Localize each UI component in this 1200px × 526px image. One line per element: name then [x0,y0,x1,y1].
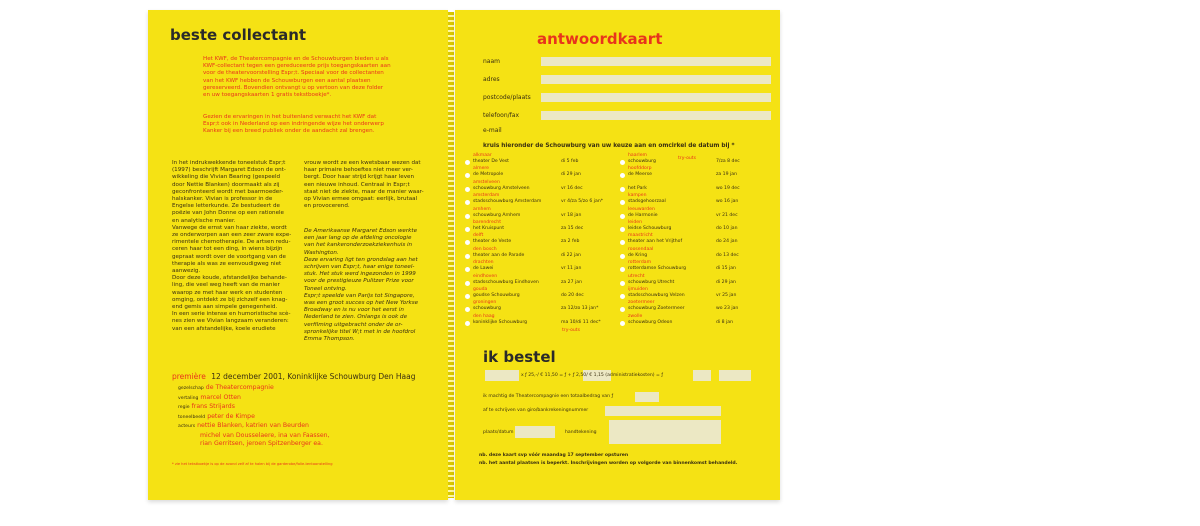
schedule-row [465,300,615,313]
schedule-venue: stadsschouwburg Eindhoven [473,279,539,285]
schedule-venue: schouwburg Odeon [628,319,673,325]
credit-row [178,384,438,394]
schedule-venue: het Park [628,185,647,191]
schedule-city: ijmuiden [628,287,648,292]
schedule-city: den haag [473,313,495,319]
venue-checkbox[interactable] [465,240,470,245]
venue-checkbox[interactable] [620,200,625,205]
schedule-date[interactable]: 7/za 8 dec [716,159,740,164]
venue-checkbox[interactable] [465,281,470,286]
venue-checkbox[interactable] [465,160,470,165]
venue-checkbox[interactable] [465,214,470,219]
field-row-address [483,74,773,86]
venue-checkbox[interactable] [620,227,625,232]
venue-checkbox[interactable] [620,240,625,245]
premiere-label: première [172,372,206,381]
schedule-city: zoetermeer [628,300,655,306]
signature-label: handtekening [565,430,597,435]
schedule-venue: de Harmonie [628,212,658,218]
credit-name: rian Gerritsen, jeroen Spitzenberger ea. [200,440,323,447]
schedule-venue: theater aan het Vrijthof [628,239,683,245]
credits-list [178,384,438,449]
field-label: telefoon/fax [483,112,520,119]
schedule-city: rotterdam [628,260,652,266]
venue-checkbox[interactable] [620,281,625,286]
credit-role: acteurs [178,424,196,429]
quantity-box[interactable] [485,370,519,381]
intro-paragraph-2: Gezien de ervaringen in het buitenland verwacht het KWF dat Espr;t ook in Nederland op een indringende wijze het onderwerp Kanker bij een breed publiek onder de aandacht zal brengen. [203,114,384,135]
schedule-venue: stadsschouwburg Amsterdam [473,199,542,205]
schedule-row [465,153,615,166]
venue-checkbox[interactable] [620,160,625,165]
schedule-row [620,247,770,260]
schedule-row [465,207,615,220]
schedule-date[interactable]: di 29 jan [716,279,736,285]
schedule-date[interactable]: wo 19 dec [716,185,740,191]
venue-checkbox[interactable] [620,187,625,192]
schedule-row [620,233,770,246]
venue-checkbox[interactable] [620,321,625,326]
credit-row [178,394,438,404]
schedule-city: leiden [628,220,643,225]
schedule-venue: schouwburg Zoetermeer [628,306,685,312]
schedule-date[interactable]: di 22 jan [561,252,581,258]
schedule-date[interactable]: wo 23 jan [716,306,739,312]
schedule-date[interactable]: wo 16 jan [716,199,739,205]
venue-checkbox[interactable] [465,254,470,259]
schedule-row [620,193,770,206]
credit-role: regie [178,405,190,410]
credit-name: de Theatercompagnie [205,384,274,391]
venue-checkbox[interactable] [620,254,625,259]
schedule-venue: stadsschouwburg Velzen [628,293,685,298]
schedule-row [620,260,770,273]
schedule-city: den bosch [473,246,497,252]
venue-checkbox[interactable] [465,267,470,272]
footnote: * zie het tekstboekje is op de avond zelf af te halen bij de garderobe/folie-tentoonstelling [172,462,333,466]
schedule-venue: schouwburg Amstelveen [473,185,530,191]
credit-row [178,440,438,449]
signature-box[interactable] [609,420,721,444]
field-label: adres [483,76,500,83]
schedule-date[interactable]: do 20 dec [561,293,584,298]
schedule-row [620,180,770,193]
schedule-date[interactable]: di 5 feb [561,159,579,164]
field-row-phone [483,110,773,122]
schedule-venue: de Lawei [473,266,494,272]
schedule-row [465,166,615,179]
venue-checkbox[interactable] [465,321,470,326]
schedule-row [465,233,615,246]
schedule-city: eindhoven [473,273,498,279]
credit-row [178,403,438,413]
credit-row [178,413,438,423]
schedule-city: roosendaal [628,246,654,252]
schedule-city: groningen [473,300,497,306]
field-label: e-mail [483,127,502,134]
schedule-venue: leidse Schouwburg [628,226,672,231]
schedule-venue: schouwburg Utrecht [628,279,675,285]
order-title: ik bestel [483,348,556,366]
schedule-venue: goudse Schouwburg [473,293,520,298]
schedule-city: barendrecht [473,220,502,225]
schedule-date[interactable]: do 13 dec [716,252,739,258]
left-title: beste collectant [170,26,307,44]
schedule-venue: theater aan de Parade [473,252,525,258]
schedule-date[interactable]: za 27 jan [561,279,582,285]
schedule-venue: schouwburg [473,306,501,312]
schedule-row [465,314,615,327]
schedule-row [620,300,770,313]
field-label: naam [483,58,501,65]
phone-field[interactable] [541,111,771,120]
name-field[interactable] [541,57,771,66]
venue-checkbox[interactable] [465,227,470,232]
schedule-date[interactable]: do 24 jan [716,239,738,245]
schedule-venue: schouwburg Arnhem [473,212,521,218]
schedule-venue: schouwburg [628,159,656,164]
schedule-row [465,247,615,260]
amount-box[interactable] [635,392,659,402]
schedule-city: zwolle [628,313,643,319]
credit-role: toneelbeeld [178,414,206,420]
schedule-row [465,220,615,233]
schedule-row [620,207,770,220]
field-row-email [483,124,773,136]
schedule-venue: theater de Veste [473,239,512,245]
instruction-text: kruis hieronder de Schouwburg van uw keuze aan en omcirkel de datum bij * [483,143,735,149]
venue-checkbox[interactable] [465,307,470,312]
venue-checkbox[interactable] [465,294,470,299]
schedule-date[interactable]: vr 4/za 5/zo 6 jan* [561,199,604,205]
total-euro-box[interactable] [719,370,751,381]
schedule-city: drachten [473,260,494,266]
credit-role: vertaling [178,395,199,401]
schedule-date[interactable]: di 29 jan [561,172,581,178]
address-field[interactable] [541,75,771,84]
schedule-row [465,193,615,206]
credit-row [178,422,438,432]
authorize-text: ik machtig de Theatercompagnie een totaalbedrag van ƒ [483,394,614,399]
right-page [455,10,780,500]
credit-row [178,432,438,441]
field-label: postcode/plaats [483,94,531,101]
credit-name: marcel Otten [200,393,241,401]
schedule-row [465,274,615,287]
schedule-city: amstelveen [473,179,500,185]
premiere-text: 12 december 2001, Koninklijke Schouwburg Den Haag [211,372,416,381]
schedule-date[interactable]: ma 10/di 11 dec* [561,319,601,325]
credit-name: michel van Dousselaere, ina van Faassen, [200,431,330,439]
schedule-row [620,314,770,327]
venue-checkbox[interactable] [620,294,625,299]
schedule-date[interactable]: vr 21 dec [716,212,738,218]
venue-checkbox[interactable] [465,187,470,192]
venue-checkbox[interactable] [620,307,625,312]
schedule-date[interactable]: vr 18 jan [561,212,582,218]
schedule-venue: theater De Vest [473,159,509,164]
schedule-city: delft [473,233,484,239]
city-date-label: plaats/datum [483,430,514,435]
venue-checkbox[interactable] [620,173,625,178]
schedule-row [465,260,615,273]
schedule-date[interactable]: di 8 jan [716,319,734,325]
note-2: nb. het aantal plaatsen is beperkt. Inschrijvingen worden op volgorde van binnenkomst behandeld. [479,461,738,466]
intro-paragraph-1: Het KWF, de Theatercompagnie en de Schouwburgen bieden u als KWF-collectant tegen een gereduceerde prijs toegangskaarten aan voor de theatervoorstelling Espr;t. Speciaal voor de collectanten van het KWF hebben de Schouwburgen een aantal plaatsen gereserveerd. Bovendien ontvangt u op vertoon van deze folder en uw toegangskaarten 1 gratis tekstboekje*. [203,56,391,99]
schedule-city: haarlem [628,153,648,158]
schedule-row [620,274,770,287]
schedule-city: gouda [473,287,488,292]
account-text: af te schrijven van giro/bankrekeningnummer [483,408,589,413]
field-row-name [483,56,773,68]
credit-role: gezelschap [178,386,204,391]
body-column-2: vrouw wordt ze een kwetsbaar wezen dat haar primaire behoeftes niet meer ver- bergt. Door haar strijd krijgt haar leven een nieuwe inhoud. Centraal in Espr;t staat niet de ziekte, maar de manier waar- op Vivian ermee omgaat: eerlijk, brutaal en provocerend. [304,160,424,210]
schedule-row [620,287,770,300]
left-page [148,10,448,500]
schedule-city: leeuwarden [628,206,655,212]
body-column-2-italic: De Amerikaanse Margaret Edson werkte een jaar lang op de afdeling oncologie van het kankeronderzoekziekenhuis in Washington. Deze ervaring ligt ten grondslag aan het schrijven van Espr;t, haar enige toneel- stuk. Het stuk werd ingezonden in 1999 voor de prestigieuze Pulitzer Prize voor Toneel ontving. Espr;t speelde van Parijs tot Singapore, was een groot succes op het New Yorkse Broadway en is nu voor het eerst in Nederland te zien. Onlangs is ook de verfilming uitgebracht onder de or- spronkelijke titel W;t met in de hoofdrol Emma Thompson. [304,228,419,343]
schedule-city: kampen [628,193,647,199]
try-outs-left: try-outs [562,328,580,333]
credit-name: peter de Kimpe [207,412,255,420]
schedule-venue: de Metropole [473,172,504,178]
schedule-city: almere [473,166,490,172]
schedule-date[interactable]: za 2 feb [561,239,580,245]
try-outs-right: try-outs [678,156,696,161]
order-line: x ƒ 25,-/ € 11,50 = ƒ + ƒ 2,50/ € 1,15 (administratiekosten) = ƒ [521,373,663,378]
schedule-venue: koninklijke Schouwburg [473,319,528,325]
schedule-date[interactable]: vr 11 jan [561,266,582,272]
venue-checkbox[interactable] [465,173,470,178]
schedule-date[interactable]: za 15 dec [561,226,584,231]
schedule-city: arnhem [473,206,491,212]
schedule-row [620,220,770,233]
schedule-date[interactable]: za 19 jan [716,172,737,178]
schedule-city: alkmaar [473,153,492,158]
schedule-city: utrecht [628,273,645,279]
account-box[interactable] [605,406,721,416]
schedule-date[interactable]: do 10 jan [716,226,738,231]
schedule-city: maastricht [628,233,653,239]
schedule-city: amsterdam [473,193,500,199]
schedule-venue: het Kruispunt [473,226,505,231]
postcode-field[interactable] [541,93,771,102]
schedule-venue: rotterdamse Schouwburg [628,266,687,272]
premiere-line [172,372,448,381]
body-column-1: In het indrukwekkende toneelstuk Espr;t (1997) beschrijft Margaret Edson de ont- wikkeling die Vivian Bearing (gespeeld door Nettie Blanken) doormaakt als zij geconfronteerd wordt met baarmoeder- halskanker. Vivian is professor in de Engelse letterkunde. Ze bestudeert de poëzie van John Donne op een rationele en analytische manier. Vanwege de ernst van haar ziekte, wordt ze onderworpen aan een zeer zware expe- rimentele chemotherapie. De artsen redu- ceren haar tot een ding, in wiens bijzijn gepraat wordt over de voortgang van de therapie als was ze eenvoudigweg niet aanwezig. Door deze koude, afstandelijke behande- ling, die veel weg heeft van de manier waarop ze met haar werk en studenten omging, ontdekt ze bij zichzelf een knag- end gemis aan simpele genegenheid. In een serie intense en humoristische scè- nes zien we Vivian langzaam veranderen: van een afstandelijke, koele erudiete [172,160,292,332]
schedule-venue: de Kring [628,252,648,258]
schedule-row [465,287,615,300]
schedule-row [465,180,615,193]
credit-name: nettie Blanken, katrien van Beurden [197,422,309,429]
venue-checkbox[interactable] [620,214,625,219]
right-title: antwoordkaart [537,30,663,48]
schedule-city: hoofddorp [628,166,652,172]
venue-checkbox[interactable] [620,267,625,272]
schedule-venue: de Meerse [628,172,652,178]
schedule-venue: stadsgehoorzaal [628,199,666,205]
schedule-row [620,166,770,179]
schedule-date[interactable]: vr 16 dec [561,185,583,191]
note-1: nb. deze kaart svp vóór maandag 17 september opsturen [479,453,629,458]
binding-spine [448,12,454,498]
venue-checkbox[interactable] [465,200,470,205]
field-row-postcode [483,92,773,104]
schedule-date[interactable]: vr 25 jan [716,293,737,298]
schedule-date[interactable]: di 15 jan [716,266,736,272]
city-date-box[interactable] [515,426,555,438]
credit-name: frans Strijards [191,403,235,410]
schedule-date[interactable]: za 12/zo 13 jan* [561,306,599,312]
